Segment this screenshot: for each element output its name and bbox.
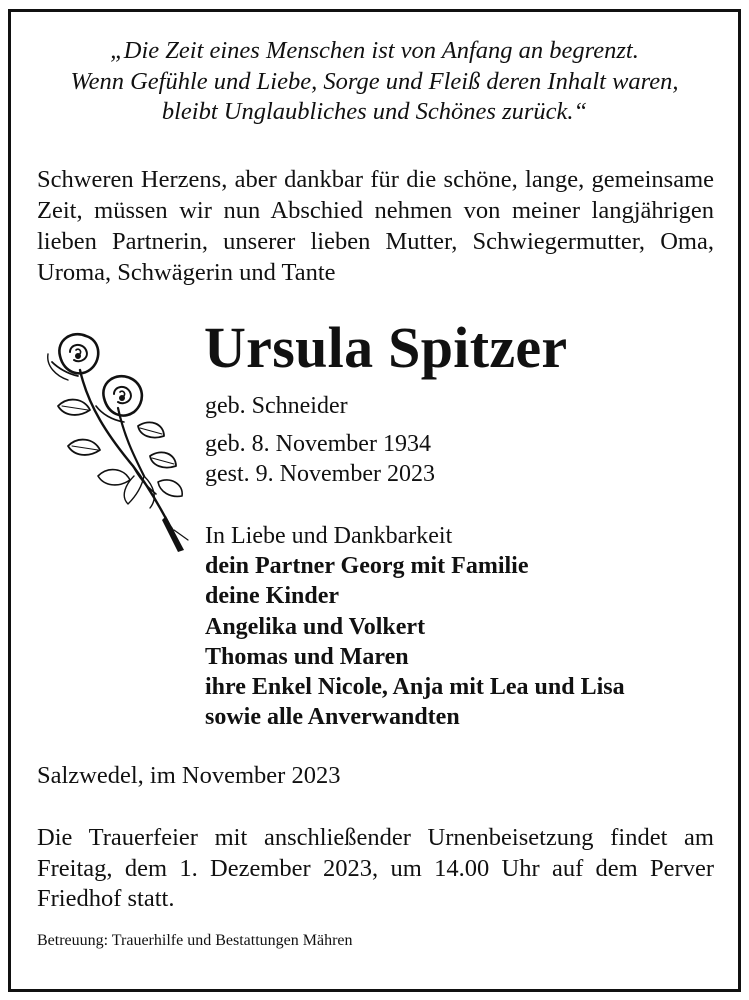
memorial-quote — [28, 36, 721, 128]
place-and-date: Salzwedel, im November 2023 — [37, 762, 341, 789]
mourner-line: deine Kinder — [205, 583, 340, 609]
birth-date: geb. 8. November 1934 — [205, 431, 431, 457]
quote-line-1: „Die Zeit eines Menschen ist von Anfang an begrenzt. — [110, 37, 639, 64]
mourner-line: Thomas und Maren — [205, 644, 409, 670]
deceased-name: Ursula Spitzer — [204, 315, 568, 380]
death-date: gest. 9. November 2023 — [205, 461, 435, 487]
quote-line-2: Wenn Gefühle und Liebe, Sorge und Fleiß deren Inhalt waren, — [70, 67, 679, 95]
intro-text: Schweren Herzens, aber dankbar für die schöne, lange, gemeinsame Zeit, müssen wir nun Abschied nehmen von meiner langjährigen lieben Partnerin, unserer lieben Mutter, Schwiegermutter, Oma, Uroma, Schwägerin und Tante — [37, 166, 714, 286]
quote-line-3: bleibt Unglaubliches und Schönes zurück.“ — [161, 98, 588, 125]
mourners-heading: In Liebe und Dankbarkeit — [205, 523, 453, 549]
mourner-line: Angelika und Volkert — [205, 614, 426, 640]
rose-illustration — [38, 326, 198, 554]
mourner-line: dein Partner Georg mit Familie — [205, 553, 529, 579]
ceremony-text: Die Trauerfeier mit anschließender Urnenbeisetzung findet am Freitag, dem 1. Dezember 2023, um 14.00 Uhr auf dem Perver Friedhof statt. — [37, 824, 714, 912]
mourner-line: ihre Enkel Nicole, Anja mit Lea und Lisa — [205, 674, 625, 700]
mourner-line: sowie alle Anverwandten — [205, 704, 460, 730]
maiden-name: geb. Schneider — [205, 393, 348, 419]
funeral-service-credit: Betreuung: Trauerhilfe und Bestattungen Mähren — [37, 932, 353, 949]
